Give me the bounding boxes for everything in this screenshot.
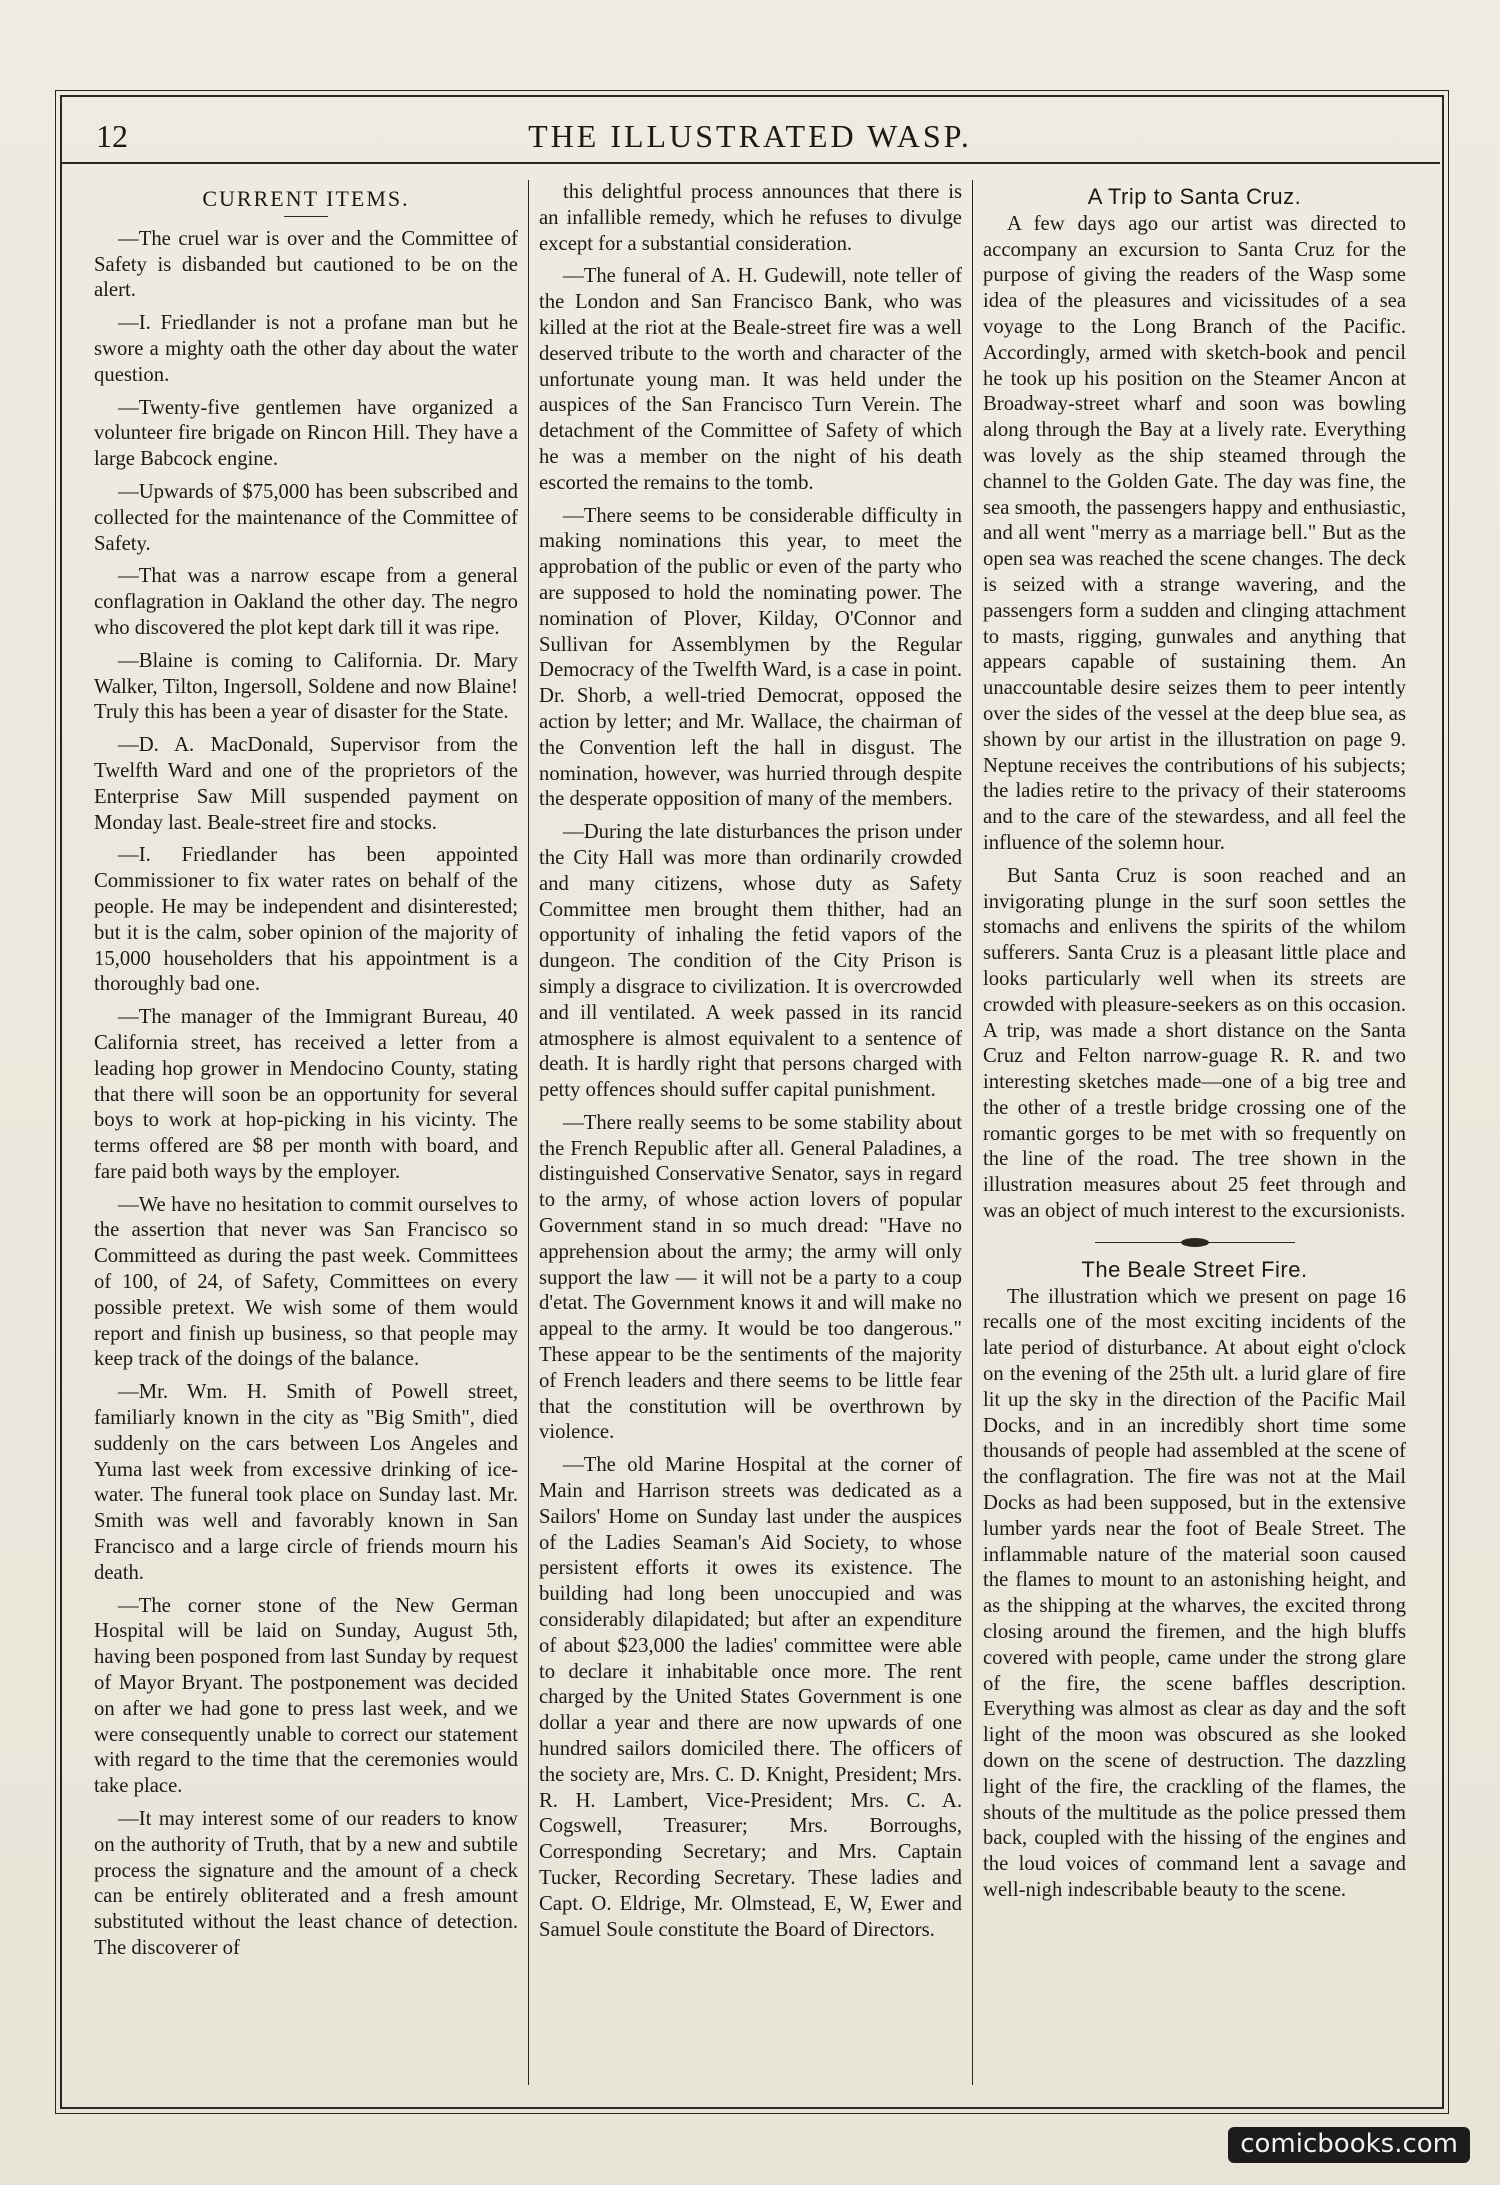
heading-rule	[284, 216, 328, 217]
paragraph: —There really seems to be some stability about the French Republic after all. General Paladines, a distinguished Conservative Senator, says in regard to the army, of whose action lovers of popular Government stand in so much dread: "Have no apprehension about the army; the army will only support the law — it will not be a party to a coup d'etat. The Government knows it and will make no appeal to the army. It would be too dangerous." These appear to be the sentiments of the majority of French leaders and there seems to be little fear that the constitution will be overthrown by violence.	[539, 1111, 962, 1444]
masthead-title: THE ILLUSTRATED WASP.	[528, 118, 972, 154]
paragraph: The illustration which we present on page 16 recalls one of the most exciting incidents of the late period of disturbance. At about eight o'clock on the evening of the 25th ult. a lurid glare of fire lit up the sky in the direction of the Pacific Mail Docks, and in an incredibly short time some thousands of people had assembled at the scene of the conflagration. The fire was not at the Mail Docks as had been supposed, but in the extensive lumber yards near the foot of Beale Street. The inflammable nature of the material soon caused the flames to mount to an astonishing height, and as the shipping at the wharves, the excited throng closing around the firemen, and the high bluffs covered with people, came under the strong glare of the fire, the scene baffles description. Everything was almost as clear as day and the soft light of the moon was obscured as she looked down on the scene of destruction. The dazzling light of the fire, the crackling of the flames, the shouts of the multitude as the police pressed them back, coupled with the hissing of the engines and the loud voices of command lent a savage and well-nigh indescribable beauty to the scene.	[983, 1285, 1406, 1901]
paragraph: this delightful process announces that there is an infallible remedy, which he refuses to divulge except for a substantial consideration.	[539, 181, 962, 255]
paragraph: —Upwards of $75,000 has been subscribed and collected for the maintenance of the Committee of Safety.	[94, 480, 518, 555]
paragraph: —D. A. MacDonald, Supervisor from the Twelfth Ward and one of the proprietors of the Enterprise Saw Mill suspended payment on Monday last. Beale-street fire and stocks.	[94, 734, 518, 834]
paragraph: —Blaine is coming to California. Dr. Mary Walker, Tilton, Ingersoll, Soldene and now Blaine! Truly this has been a year of disaster for the State.	[94, 649, 518, 724]
site-watermark: comicbooks.com	[1228, 2127, 1470, 2163]
column-1	[84, 180, 528, 2085]
article-columns	[84, 180, 1416, 2085]
paragraph: —That was a narrow escape from a general conflagration in Oakland the other day. The negro who discovered the plot kept dark till it was ripe.	[94, 565, 518, 639]
beale-street-heading: The Beale Street Fire.	[1081, 1256, 1308, 1282]
section-ornament	[1095, 1239, 1295, 1247]
paragraph: —The funeral of A. H. Gudewill, note teller of the London and San Francisco Bank, who was killed at the riot at the Beale-street fire was a well deserved tribute to the worth and character of the unfortunate young man. It was held under the auspices of the San Francisco Turn Verein. The detachment of the Committee of Safety of which he was a member on the night of his death escorted the remains to the tomb.	[539, 265, 962, 494]
paragraph: —We have no hesitation to commit ourselves to the assertion that never was San Francisco so Committeed as during the past week. Committees of 100, of 24, of Safety, Committees on every possible pretext. We wish some of them would report and finish up business, so that people may keep track of the doings of the balance.	[94, 1193, 518, 1371]
paragraph: —The manager of the Immigrant Bureau, 40 California street, has received a letter from a leading hop grower in Mendocino County, stating that there will soon be an opportunity for several boys to work at hop-picking in his vicinty. The terms offered are $8 per month with board, and fare paid both ways by the employer.	[94, 1006, 518, 1183]
paragraph: A few days ago our artist was directed to accompany an excursion to Santa Cruz for the purpose of giving the readers of the Wasp some idea of the pleasures and vicissitudes of a sea voyage to the Long Branch of the Pacific. Accordingly, armed with sketch-book and pencil he took up his position on the Steamer Ancon at Broadway-street wharf and soon was bowling along through the Bay at a lively rate. Everything was lovely as the ship steamed through the channel to the Golden Gate. The day was fine, the sea smooth, the passengers happy and enthusiastic, and all went "merry as a marriage bell." But as the open sea was reached the scene changes. The deck is seized with a strange wavering, and the passengers form a sudden and clinging attachment to masts, rigging, gunwales and anything that appears capable of sustaining them. An unaccountable desire seizes them to peer intently over the sides of the vessel at the deep blue sea, as shown by our artist in the illustration on page 9. Neptune receives the contributions of his subjects; the ladies retire to the privacy of their staterooms and to the care of the stewardess, and all feel the influence of the solemn hour.	[983, 212, 1406, 854]
paragraph: —Mr. Wm. H. Smith of Powell street, familiarly known in the city as "Big Smith", died suddenly on the cars between Los Angeles and Yuma last week from excessive drinking of ice-water. The funeral took place on Sunday last. Mr. Smith was well and favorably known in San Francisco and a large circle of friends mourn his death.	[94, 1381, 518, 1584]
paragraph: —During the late disturbances the prison under the City Hall was more than ordinarily crowded and many citizens, whose duty as Safety Committee men brought them thither, had an opportunity of inhaling the fetid vapors of the dungeon. The condition of the City Prison is simply a disgrace to civilization. It is overcrowded and ill ventilated. A week passed in its rancid atmosphere is almost equivalent to a sentence of death. It is hardly right that persons charged with petty offences should suffer capital punishment.	[539, 821, 962, 1102]
paragraph: —There seems to be considerable difficulty in making nominations this year, to meet the approbation of the public or even of the party who are supposed to hold the nominating power. The nomination of Plover, Kilday, O'Connor and Sullivan for Assemblymen by the Regular Democracy of the Twelfth Ward, is a case in point. Dr. Shorb, a well-tried Democrat, opposed the action by letter; and Mr. Wallace, the chairman of the Convention left the hall in disgust. The nomination, however, was hurried through despite the desperate opposition of many of the members.	[539, 504, 962, 811]
column-2	[528, 180, 972, 2085]
santa-cruz-article	[983, 212, 1406, 1225]
column-3	[972, 180, 1416, 2085]
santa-cruz-heading: A Trip to Santa Cruz.	[1087, 184, 1302, 209]
beale-street-article	[983, 1285, 1406, 1904]
paragraph: —The corner stone of the New German Hospital will be laid on Sunday, August 5th, having been posponed from last Sunday by request of Mayor Bryant. The postponement was decided on after we had gone to press last week, and we were consequently unable to correct our statement with regard to the time that the ceremonies would take place.	[94, 1594, 518, 1798]
current-items-list	[94, 227, 518, 1962]
page-header	[60, 112, 1440, 164]
paragraph: —I. Friedlander has been appointed Commissioner to fix water rates on behalf of the people. He may be independent and disinterested; but it is the calm, sober opinion of the majority of 15,000 householders that his appointment is a thoroughly bad one.	[94, 844, 518, 996]
current-items-heading: CURRENT ITEMS.	[202, 186, 410, 211]
paragraph: But Santa Cruz is soon reached and an invigorating plunge in the surf soon settles the stomachs and enlivens the spirits of the whilom sufferers. Santa Cruz is a pleasant little place and looks particularly well when its streets are crowded with pleasure-seekers as on this occasion. A trip, was made a short distance on the Santa Cruz and Felton narrow-guage R. R. and two interesting sketches made—one of a big tree and the other of a trestle bridge crossing one of the romantic gorges to be met with so frequently on the line of the road. The tree shown in the illustration measures about 25 feet through and was an object of much interest to the excursionists.	[983, 864, 1406, 1223]
paragraph: —The old Marine Hospital at the corner of Main and Harrison streets was dedicated as a Sailors' Home on Sunday last under the auspices of the Ladies Seaman's Aid Society, to whose persistent efforts it owes its existence. The building had long been unoccupied and was considerably dilapidated; but after an expenditure of about $23,000 the ladies' committee were able to declare it inhabitable once more. The rent charged by the United States Government is one dollar a year and there are now upwards of one hundred sailors domiciled there. The officers of the society are, Mrs. C. D. Knight, President; Mrs. R. H. Lambert, Vice-President; Mrs. C. A. Cogswell, Treasurer; Mrs. Borroughs, Corresponding Secretary; and Mrs. Captain Tucker, Recording Secretary. These ladies and Capt. O. Eldrige, Mr. Olmstead, E, W, Ewer and Samuel Soule constitute the Board of Directors.	[539, 1454, 962, 1941]
current-items-continued	[539, 180, 962, 1943]
paragraph: —I. Friedlander is not a profane man but he swore a mighty oath the other day about the water question.	[94, 312, 518, 386]
paragraph: —Twenty-five gentlemen have organized a volunteer fire brigade on Rincon Hill. They have a large Babcock engine.	[94, 396, 518, 471]
paragraph: —The cruel war is over and the Committee of Safety is disbanded but cautioned to be on the alert.	[94, 227, 518, 302]
page-number: 12	[96, 118, 128, 154]
paragraph: —It may interest some of our readers to know on the authority of Truth, that by a new and subtile process the signature and the amount of a check can be entirely obliterated and a fresh amount substituted without the least chance of detection. The discoverer of	[94, 1808, 518, 1959]
